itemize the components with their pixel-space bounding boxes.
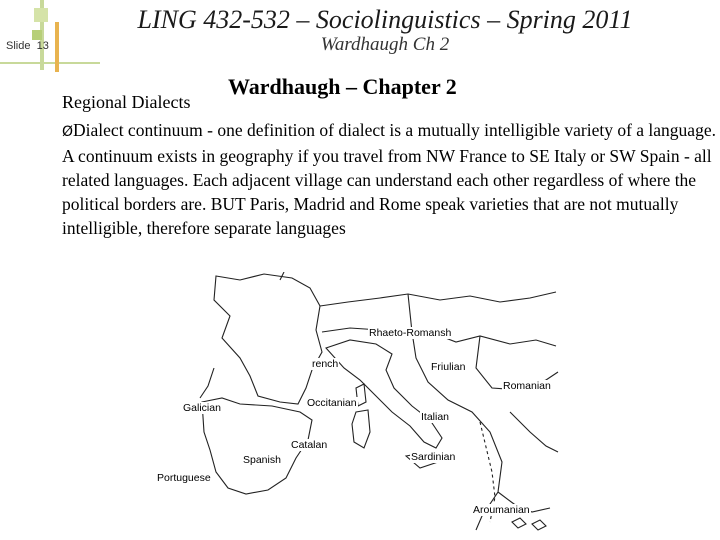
course-title: LING 432-532 – Sociolinguistics – Spring 2011 (137, 5, 633, 34)
decorative-line (0, 62, 100, 64)
map-label-rhaeto-romansh: Rhaeto-Romansh (369, 327, 452, 339)
paragraph-text: Dialect continuum - one definition of dialect is a mutually intelligible variety of a language. A continuum exists in geography if you travel from NW France to SE Italy or SW Spain - all related languages. Each adjacent village can understand each other regardless of where the political borders are. BUT Paris, Madrid and Rome speak varieties that are not mutually intelligible, therefore separate languages (62, 120, 716, 238)
slide-number-value: 13 (36, 40, 49, 52)
map-label-spanish: Spanish (243, 454, 281, 466)
map-label-portuguese: Portuguese (157, 472, 211, 484)
map-label-friulian: Friulian (431, 361, 466, 373)
map-label-italian: Italian (421, 411, 450, 423)
section-label: Regional Dialects (62, 92, 191, 112)
map-label-sardinian: Sardinian (411, 451, 456, 463)
chapter-title: Wardhaugh – Chapter 2 (228, 74, 457, 99)
map-label-romanian: Romanian (503, 380, 551, 392)
map-label-catalan: Catalan (291, 439, 328, 451)
map-label-french: rench (312, 358, 339, 370)
slide-label: Slide (6, 40, 31, 52)
map-label-occitanian: Occitanian (307, 397, 357, 409)
dialect-map (157, 272, 560, 534)
map-outline (180, 272, 560, 534)
slide-subtitle: Wardhaugh Ch 2 (320, 34, 450, 55)
map-label-aroumanian: Aroumanian (473, 504, 530, 516)
arrow-bullet-icon: Ø (62, 124, 74, 140)
map-label-galician: Galician (183, 402, 221, 414)
body-paragraph (62, 118, 720, 240)
